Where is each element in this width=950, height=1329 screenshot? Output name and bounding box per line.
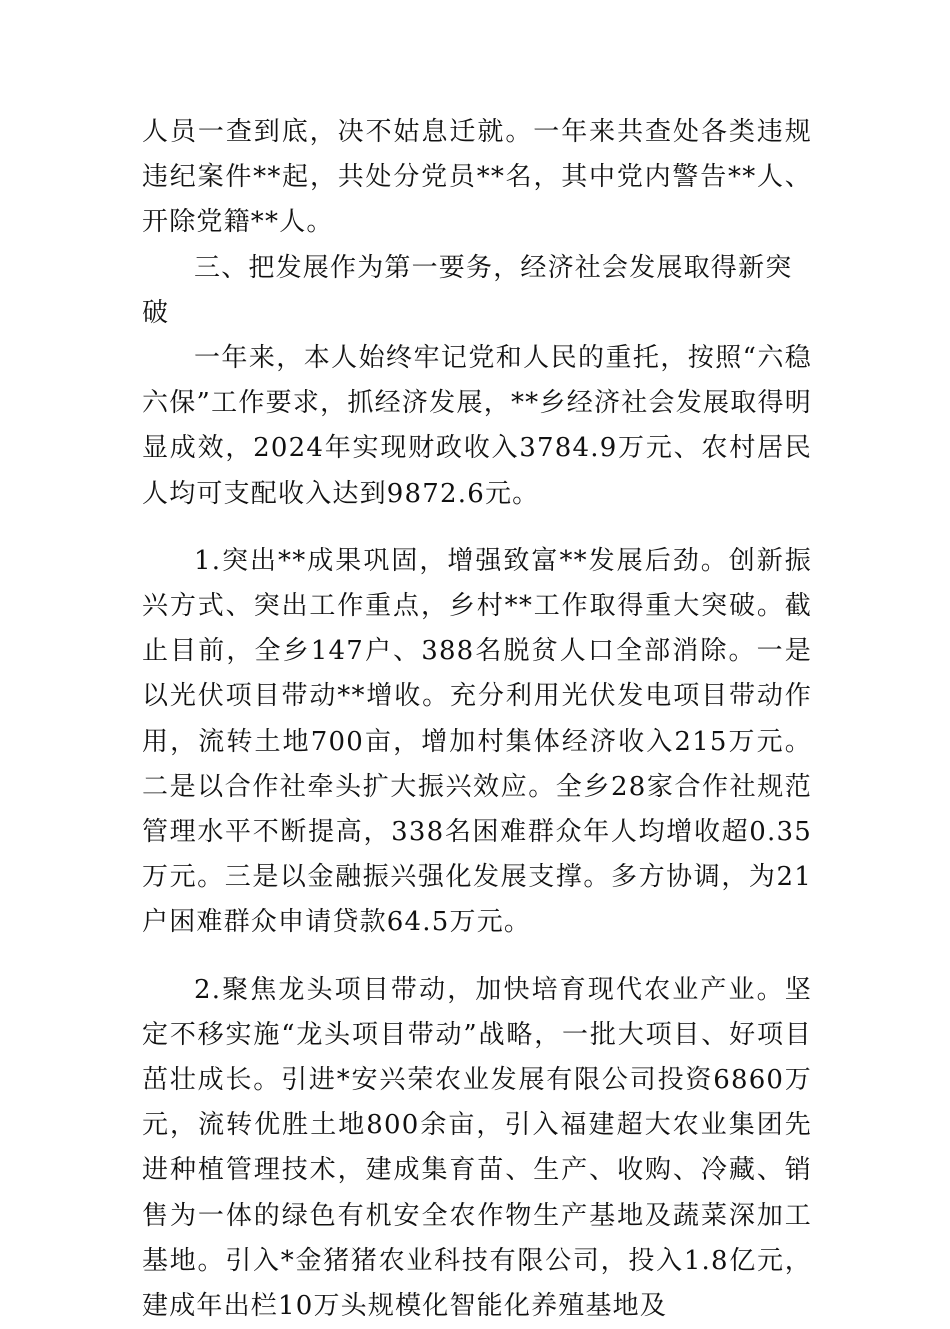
paragraph-economic-overview: 一年来，本人始终牢记党和人民的重托，按照“六稳六保”工作要求，抓经济发展，**乡经济社会发展取得明显成效，2024年实现财政收入3784.9万元、农村居民人均可支配收入达到9872.6元。 (142, 343, 812, 509)
paragraph-item-1: 1.突出**成果巩固，增强致富**发展后劲。创新振兴方式、突出工作重点，乡村**工作取得重大突破。截止目前，全乡147户、388名脱贫人口全部消除。一是以光伏项目带动**增收。充分利用光伏发电项目带动作用，流转土地700亩，增加村集体经济收入215万元。二是以合作社牵头扩大振兴效应。全乡28家合作社规范管理水平不断提高，338名困难群众年人均增收超0.35万元。三是以金融振兴强化发展支撑。多方协调，为21户困难群众申请贷款64.5万元。 (142, 545, 812, 938)
paragraph-item-2: 2.聚焦龙头项目带动，加快培育现代农业产业。坚定不移实施“龙头项目带动”战略，一批大项目、好项目茁壮成长。引进*安兴荣农业发展有限公司投资6860万元，流转优胜土地800余亩，引入福建超大农业集团先进种植管理技术，建成集育苗、生产、收购、冷藏、销售为一体的绿色有机安全农作物生产基地及蔬菜深加工基地。引入*金猪猪农业科技有限公司，投入1.8亿元，建成年出栏10万头规模化智能化养殖基地及 (142, 974, 812, 1322)
document-body (142, 110, 812, 1329)
paragraph-continuation: 人员一查到底，决不姑息迁就。一年来共查处各类违规违纪案件**起，共处分党员**名，其中党内警告**人、开除党籍**人。 (142, 117, 812, 238)
section-heading-3: 三、把发展作为第一要务，经济社会发展取得新突破 (142, 252, 793, 328)
